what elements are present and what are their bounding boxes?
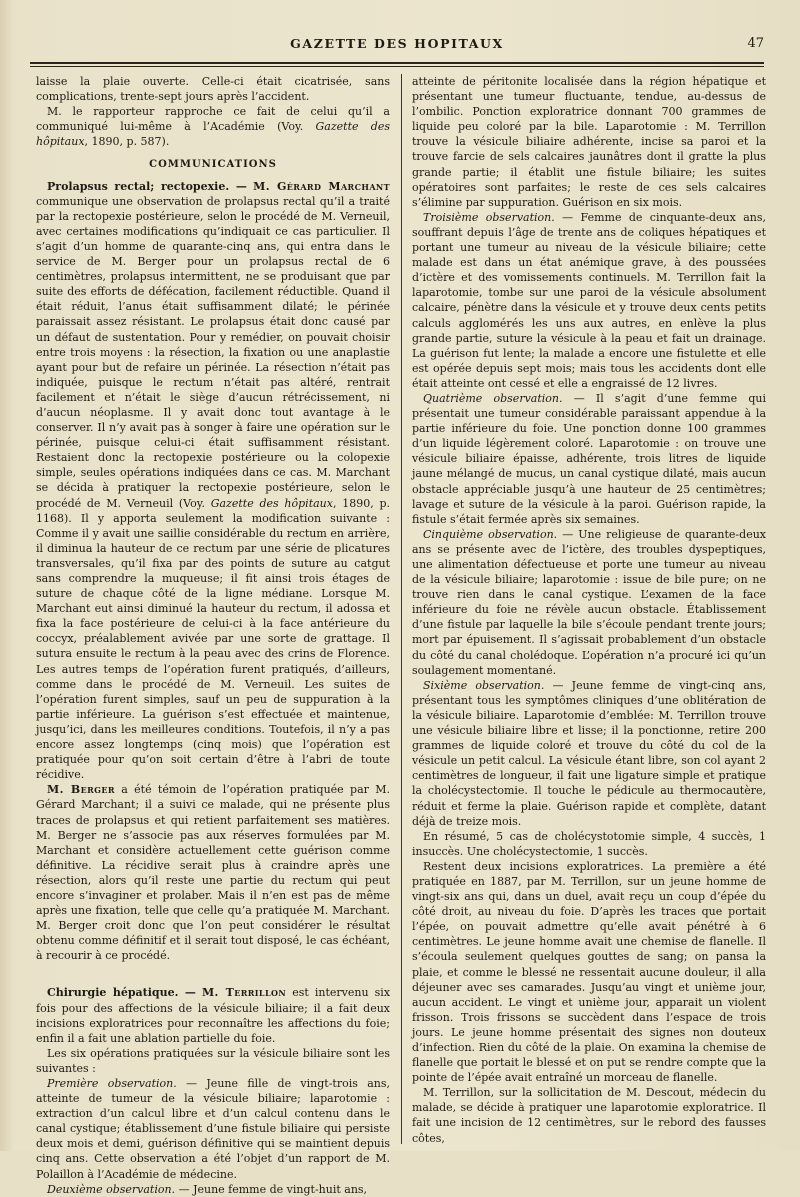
observation-label: Quatrième observation. [423, 391, 563, 405]
article-title: Prolapsus rectal; rectopexie. — [47, 179, 247, 193]
paragraph: Deuxième observation. — Jeune femme de vingt-huit ans, [47, 1182, 368, 1196]
paragraph: Sixième observation. — Jeune femme de vingt-cinq ans, présentant tous les symptômes cliniques d’une oblitération de la vésicule biliaire. Laparotomie d’emblée: M. Terrillon trouve une vésicule biliaire libre et lisse; il la ponctionne, retire 200 grammes de liquide coloré et trouve du côté du col de la vésicule un petit calcul. La vésicule étant libre, son col ayant 2 centimètres de longueur, il fait une ligature simple et pratique la cholécystectomie. Il touche le pédicule au thermocautère, réduit et ferme la plaie. Guérison rapide et complète, datant déjà de treize mois. [412, 678, 766, 828]
section-heading: COMMUNICATIONS [149, 159, 277, 171]
journal-title: GAZETTE DES HOPITAUX [290, 36, 504, 51]
paragraph: M. Terrillon, sur la sollicitation de M. Descout, médecin du malade, se décide à pratiquer une laparotomie exploratrice. Il fait une incision de 12 centimètres, sur le rebord des fausses côtes, [412, 1086, 766, 1145]
author-name: M. Terrillon [201, 986, 287, 1000]
paragraph: M. Berger a été témoin de l’opération pratiquée par M. Gérard Marchant; il a suivi ce malade, qui ne présente plus traces de prolapsus et qui retient parfaitement ses matières. M. Berger ne s’associe pas aux réserves formulées par M. Marchant et considère actuellement cette guérison comme définitive. La récidive serait plus à craindre après une résection, alors qu’il reste une partie du rectum qui peut encore s’invaginer et prolaber. Mais il n’en est pas de même après une fixation, telle que celle qu’a pratiquée M. Marchant. M. Berger croit donc que l’on peut considérer le résultat obtenu comme définitif et il serait tout disposé, le cas échéant, à recourir à ce procédé. [36, 783, 390, 963]
citation: Gazette des hôpitaux [210, 496, 333, 510]
paragraph: Les six opérations pratiquées sur la vésicule biliaire sont les suivantes : [36, 1046, 390, 1075]
header-rule-thick [30, 62, 764, 64]
observation-label: Première observation. [47, 1077, 177, 1090]
paragraph: Cinquième observation. — Une religieuse de quarante-deux ans se présente avec de l’ictère, des troubles dyspeptiques, une alimentation défectueuse et porte une tumeur au niveau de la vésicule biliaire; laparotomie : issue de bile pure; on ne trouve rien dans le canal cystique. L’examen de la face inférieure du foie ne révèle aucun obstacle. Établissement d’une fistule par laquelle la bile s’écoule pendant trente jours; mort par épuisement. Il s’agissait probablement d’un obstacle du côté du canal cholédoque. L’opération n’a procuré ici qu’un soulagement momentané. [412, 527, 766, 677]
observation-label: Sixième observation. [423, 678, 545, 692]
column-divider [401, 74, 402, 1144]
paragraph: En résumé, 5 cas de cholécystotomie simple, 4 succès, 1 insuccès. Une cholécystectomie, 1 succès. [412, 829, 766, 858]
observation-label: Troisième observation. [423, 210, 555, 224]
paragraph: laisse la plaie ouverte. Celle-ci était cicatrisée, sans complications, trente-sept jours après l’accident. [36, 75, 390, 104]
author-name: M. Berger [47, 783, 115, 797]
running-header [30, 36, 764, 60]
paragraph: Prolapsus rectal; rectopexie. — M. Gérard Marchant communique une observation de prolapsus rectal qu’il a traité par la rectopexie postérieure, selon le procédé de M. Verneuil, avec certaines modifications qu’indiquait ce cas particulier. Il s’agit d’un homme de quarante-cinq ans, qui entra dans le service de M. Berger pour un prolapsus rectal de 6 centimètres, prolapsus intermittent, ne se produisant que par suite des efforts de défécation, facilement réductible. Quand il était réduit, l’anus était suffisamment dilaté; le périnée paraissait assez résistant. Le prolapsus était donc causé par un défaut de sustentation. Pour y remédier, on pouvait choisir entre trois moyens : la résection, la fixation ou une anaplastie ayant pour but de refaire un périnée. La résection n’était pas indiquée, puisque le rectum n’était pas altéré, rentrait facilement et n’était le siège d’aucun rétrécissement, ni d’aucun néoplasme. Il y avait donc tout avantage à le conserver. Il n’y avait pas à songer à faire une opération sur le périnée, puisque celui-ci était suffisamment résistant. Restaient donc la rectopexie postérieure ou la colopexie simple, seules opérations indiquées dans ce cas. M. Marchant se décida à pratiquer la rectopexie postérieure, selon le procédé de M. Verneuil (Voy. Gazette des hôpitaux, 1890, p. 1168). Il y apporta seulement la modification suivante : Comme il y avait une saillie considérable du rectum en arrière, il diminua la hauteur de ce rectum par une série de plicatures transversales, qu’il fixa par des points de suture au catgut sans comprendre la muqueuse; il fit ainsi trois étages de suture de chaque côté de la ligne médiane. Lorsque M. Marchant eut ainsi diminué la hauteur du rectum, il adossa et fixa la face postérieure de celui-ci à la face antérieure du coccyx, préalablement avivée par une sorte de grattage. Il sutura ensuite le rectum à la peau avec des crins de Florence. Les autres temps de l’opération furent pratiqués, d’ailleurs, comme dans le procédé de M. Verneuil. Les suites de l’opération furent simples, sauf un peu de suppuration à la partie inférieure. La guérison s’est effectuée et maintenue, jusqu’ici, dans les meilleures conditions. Toutefois, il n’y a pas encore assez longtemps (cinq mois) que l’opération est pratiquée pour qu’on soit certain d’être à l’abri de toute récidive. [36, 179, 390, 782]
spacer [36, 963, 390, 985]
paragraph: atteinte de péritonite localisée dans la région hépatique et présentant une tumeur fluctuante, tendue, au-dessus de l’ombilic. Ponction exploratrice donnant 700 grammes de liquide peu coloré par la bile. Laparotomie : M. Terrillon trouve la vésicule biliaire adhérente, incise sa paroi et la trouve farcie de sels calcaires jaunâtres dont il gratte la plus grande partie; il établit une fistule biliaire; les suites opératoires sont parfaites; le reste de ces sels calcaires s’élimine par suppuration. Guérison en six mois. [412, 75, 766, 209]
left-column [36, 74, 391, 1196]
observation-label: Deuxième observation. [47, 1182, 176, 1196]
paragraph: Restent deux incisions exploratrices. La première a été pratiquée en 1887, par M. Terrillon, sur un jeune homme de vingt-six ans qui, dans un duel, avait reçu un coup d’épée du côté droit, au niveau du foie. D’après les traces que portait l’épée, on pouvait admettre qu’elle avait pénétré à 6 centimètres. Le jeune homme avait une chemise de flanelle. Il s’écoula seulement quelques gouttes de sang; on pansa la plaie, et comme le blessé ne ressentait aucune douleur, il alla déjeuner avec ses camarades. Jusqu’au vingt et unième jour, aucun accident. Le vingt et unième jour, apparait un violent frisson. Trois frissons se succèdent dans l’espace de trois jours. Le jeune homme présentait des signes non douteux d’infection. Rien du côté de la plaie. On examina la chemise de flanelle que portait le blessé et on put se rendre compte que la pointe de l’épée avait entraîné un morceau de flanelle. [412, 859, 766, 1085]
paragraph: Quatrième observation. — Il s’agit d’une femme qui présentait une tumeur considérable paraissant appendue à la partie inférieure du foie. Une ponction donne 100 grammes d’un liquide légèrement coloré. Laparotomie : on trouve une vésicule biliaire épaisse, adhérente, trois litres de liquide jaune mélangé de mucus, un canal cystique dilaté, mais aucun obstacle appréciable jusqu’à une hauteur de 25 centimètres; lavage et suture de la vésicule à la paroi. Guérison rapide, la fistule s’était fermée après six semaines. [412, 391, 767, 526]
citation: Gazette des hôpitaux [36, 120, 390, 149]
paragraph: M. le rapporteur rapproche ce fait de celui qu’il a communiqué lui-même à l’Académie (Voy. Gazette des hôpitaux, 1890, p. 587). [36, 105, 390, 149]
author-name: M. Gérard Marchant [253, 179, 390, 193]
paragraph: Troisième observation. — Femme de cinquante-deux ans, souffrant depuis l’âge de trente ans de coliques hépatiques et portant une tumeur au niveau de la vésicule biliaire; cette malade est dans un état anémique grave, à des poussées d’ictère et des vomissements continuels. M. Terrillon fait la laparotomie, tombe sur une paroi de la vésicule absolument calcaire, pénètre dans la vésicule et y trouve deux cents petits calculs agglomérés les uns aux autres, en enlève la plus grande partie, suture la vésicule à la peau et fait un drainage. La guérison fut lente; la malade a encore une fistulette et elle est opérée depuis sept mois; mais tous les accidents dont elle était atteinte ont cessé et elle a engraissé de 12 livres. [412, 210, 767, 390]
right-column [412, 74, 767, 1145]
header-rule-thin [30, 66, 764, 67]
page-number: 47 [747, 36, 764, 51]
observation-label: Cinquième observation. [423, 527, 558, 541]
paragraph: Première observation. — Jeune fille de vingt-trois ans, atteinte de tumeur de la vésicule biliaire; laparotomie : extraction d’un calcul libre et d’un calcul contenu dans le canal cystique; établissement d’une fistule biliaire qui persiste deux mois et demi, guérison définitive qui se maintient depuis cinq ans. Cette observation a été l’objet d’un rapport de M. Polaillon à l’Académie de médecine. [36, 1077, 390, 1181]
paragraph: Chirurgie hépatique. — M. Terrillon est intervenu six fois pour des affections de la vésicule biliaire; il a fait deux incisions exploratrices pour reconnaître les affections du foie; enfin il a fait une ablation partielle du foie. [36, 986, 391, 1045]
article-title: Chirurgie hépatique. — [47, 986, 196, 1000]
